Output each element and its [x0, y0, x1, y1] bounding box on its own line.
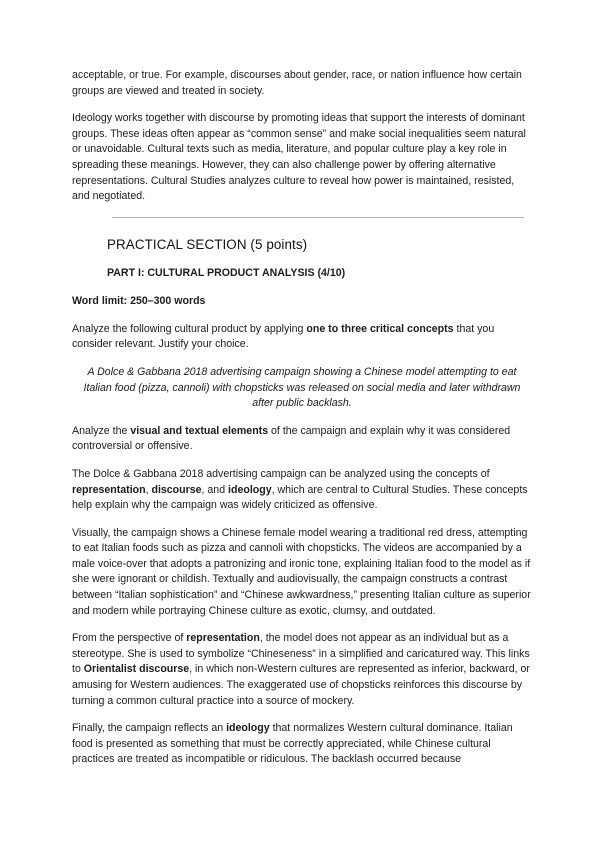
task-instruction-text: that you consider relevant. Justify your choice.	[72, 322, 495, 351]
concept-representation: representation	[72, 483, 146, 496]
answer-paragraph-1	[72, 467, 532, 514]
section-divider	[112, 217, 524, 218]
answer-text: that normalizes Western cultural dominance. Italian food is presented as something that must be correctly appreciated, while Chinese cultural practices are treated as incompatible or ridiculous. The backlash occurred because	[72, 722, 513, 766]
concept-representation: representation	[186, 632, 260, 645]
part-title: PART I: CULTURAL PRODUCT ANALYSIS (4/10)	[107, 266, 346, 279]
answer-text: The Dolce & Gabbana 2018 advertising campaign can be analyzed using the concepts of	[72, 467, 490, 480]
task-instruction-emphasis: one to three critical concepts	[306, 322, 454, 335]
document-body	[72, 68, 532, 780]
answer-paragraph-4	[72, 721, 532, 768]
intro-paragraph-1: acceptable, or true. For example, discourses about gender, race, or nation influence how certain groups are viewed and treated in society.	[72, 69, 522, 97]
task-instruction-text: Analyze the following cultural product by applying	[72, 322, 307, 335]
answer-text: , and	[201, 483, 229, 496]
answer-paragraph-2: Visually, the campaign shows a Chinese female model wearing a traditional red dress, attempting to eat Italian foods such as pizza and cannoli with chopsticks. The videos are accompanied by a male voice-over that adopts a patronizing and ironic tone, explaining Italian food to the model as if she were ignorant or childish. Textually and audiovisually, the campaign constructs a contrast between “Italian sophistication” and “Chinese awkwardness,” presenting Italian culture as superior and modern while portraying Chinese culture as exotic, clumsy, and outdated.	[72, 526, 531, 617]
task-instruction	[72, 322, 532, 353]
task-question-text: of the campaign and explain why it was considered controversial or offensive.	[72, 424, 511, 453]
section-title: PRACTICAL SECTION (5 points)	[107, 236, 308, 252]
intro-paragraph-2: Ideology works together with discourse by promoting ideas that support the interests of dominant groups. These ideas often appear as “common sense” and make social inequalities seem natural or unavoidable. Cultural texts such as media, literature, and popular culture play a key role in spreading these meanings. However, they can also challenge power by offering alternative representations. Cultural Studies analyzes culture to reveal how power is maintained, resisted, and negotiated.	[72, 112, 526, 203]
answer-text: , in which non-Western cultures are represented as inferior, backward, or amusing for Western audiences. The exaggerated use of chopsticks reinforces this discourse by turning a common cultural practice into a source of mockery.	[72, 663, 530, 707]
concept-ideology: ideology	[228, 483, 272, 496]
answer-text: , the model does not appear as an individual but as a stereotype. She is used to symbolize “Chineseness” in a simplified and caricatured way. This links to	[72, 632, 530, 676]
task-question-text: Analyze the	[72, 424, 131, 437]
task-question	[72, 424, 532, 455]
case-description: A Dolce & Gabbana 2018 advertising campaign showing a Chinese model attempting to eat Italian food (pizza, cannoli) with chopsticks was released on social media and later withdrawn after public backlash.	[83, 365, 521, 410]
concept-orientalist-discourse: Orientalist discourse	[83, 663, 190, 676]
answer-paragraph-3	[72, 631, 532, 709]
answer-text: Finally, the campaign reflects an	[72, 722, 227, 735]
answer-text: ,	[145, 483, 152, 496]
concept-ideology: ideology	[226, 722, 270, 735]
concept-discourse: discourse	[151, 483, 202, 496]
answer-text: From the perspective of	[72, 632, 187, 645]
word-limit: Word limit: 250–300 words	[72, 294, 206, 307]
task-question-emphasis: visual and textual elements	[130, 424, 269, 437]
answer-text: , which are central to Cultural Studies. These concepts help explain why the campaign was widely criticized as offensive.	[72, 483, 528, 512]
